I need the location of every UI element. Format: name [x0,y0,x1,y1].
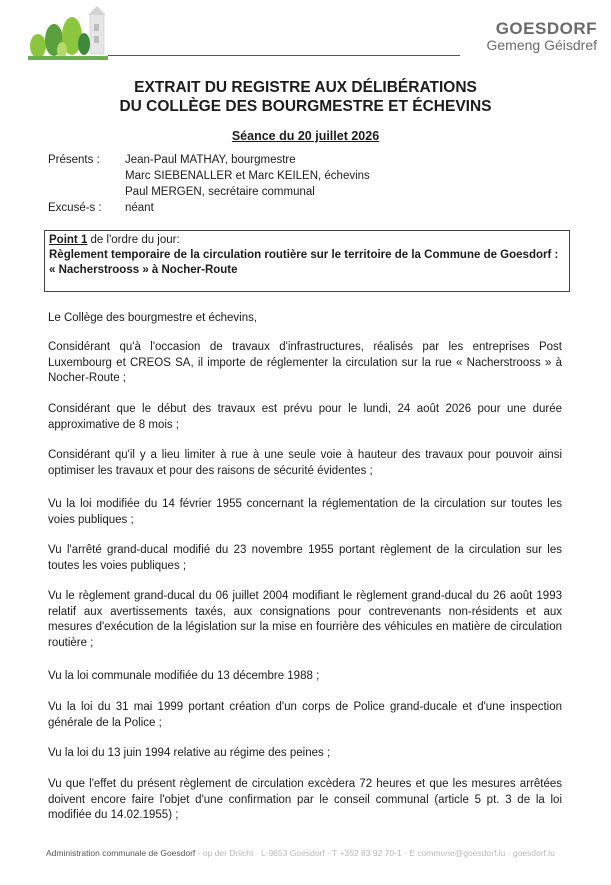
document-title-line2: DU COLLÈGE DES BOURGMESTRE ET ÉCHEVINS [119,98,492,115]
body-paragraph: Considérant qu'il y a lieu limiter à rue à une seule voie à hauteur des travaux pour pouvoir ainsi optimiser les travaux et pour des raisons de sécurité évidentes ; [48,449,562,477]
body-paragraph: Le Collège des bourgmestre et échevins, [48,312,258,324]
brand-subtitle: Gemeng Géisdref [486,37,597,53]
attendance-value: Paul MERGEN, secrétaire communal [125,186,315,198]
attendance-value: Jean-Paul MATHAY, bourgmestre [125,154,296,166]
page-footer [46,848,555,858]
attendance-row [48,184,370,200]
agenda-point-intro: de l'ordre du jour: [87,234,180,246]
body-paragraph: Vu que l'effet du présent règlement de circulation excèdera 72 heures et que les mesures arrêtées doivent encore faire l'objet d'une confirmation par le conseil communal (article 5 pt. 3 de la loi modifiée du 14.02.1955) ; [48,778,562,821]
body-paragraph: Vu la loi modifiée du 14 février 1955 concernant la réglementation de la circulation sur toutes les voies publiques ; [48,498,562,526]
body-paragraph: Vu la loi communale modifiée du 13 décembre 1988 ; [48,670,320,682]
attendance-row [48,152,370,168]
agenda-point-label: Point 1 [49,234,88,246]
attendance-label [48,184,125,200]
attendance-label: Présents : [48,154,100,166]
attendance-label: Excusé-s : [48,202,102,214]
attendance-row [48,200,370,216]
footer-contact: · op der Driicht · L-9653 Goesdorf · T +352 83 92 70-1 · E commune@goesdorf.lu · goesdorf.lu [195,848,555,858]
body-paragraph: Vu le règlement grand-ducal du 06 juillet 2004 modifiant le règlement grand-ducal du 26 août 1993 relatif aux avertissements taxés, aux consignations pour contrevenants non-résidents et aux mesures d'exécution de la législation sur la mise en fourrière des véhicules en matière de circulation routière ; [48,590,562,649]
body-paragraph: Vu la loi du 31 mai 1999 portant création d'un corps de Police grand-ducale et d'une inspection générale de la Police ; [48,701,562,729]
body-paragraph: Considérant que le début des travaux est prévu pour le lundi, 24 août 2026 pour une durée approximative de 8 mois ; [48,403,562,431]
attendance-value: néant [125,202,154,214]
agenda-point-box [44,230,570,292]
footer-admin: Administration communale de Goesdorf [46,848,196,858]
attendance-value: Marc SIEBENALLER et Marc KEILEN, échevins [125,170,370,182]
agenda-point-heading [49,233,565,248]
body-paragraph: Vu l'arrêté grand-ducal modifié du 23 novembre 1955 portant règlement de la circulation sur les toutes les voies publiques ; [48,544,562,572]
brand-block [487,20,598,54]
session-date: Séance du 20 juillet 2026 [231,129,380,143]
agenda-point-subject: Règlement temporaire de la circulation routière sur le territoire de la Commune de Goesdorf : [49,249,559,261]
attendance-row [48,168,370,184]
header-rule [108,55,460,56]
document-title-line1: EXTRAIT DU REGISTRE AUX DÉLIBÉRATIONS [134,79,477,96]
municipality-logo [28,6,108,62]
body-paragraph: Considérant qu'à l'occasion de travaux d'infrastructures, réalisés par les entreprises Post Luxembourg et CREOS SA, il importe de réglementer la circulation sur la rue « Nacherstrooss » à Nocher-Route ; [48,341,562,384]
attendance-label [48,168,125,184]
brand-name: GOESDORF [495,19,597,38]
body-paragraph: Vu la loi du 13 juin 1994 relative au régime des peines ; [48,747,331,759]
attendance-block [48,152,370,216]
agenda-point-location: « Nacherstrooss » à Nocher-Route [49,264,238,276]
